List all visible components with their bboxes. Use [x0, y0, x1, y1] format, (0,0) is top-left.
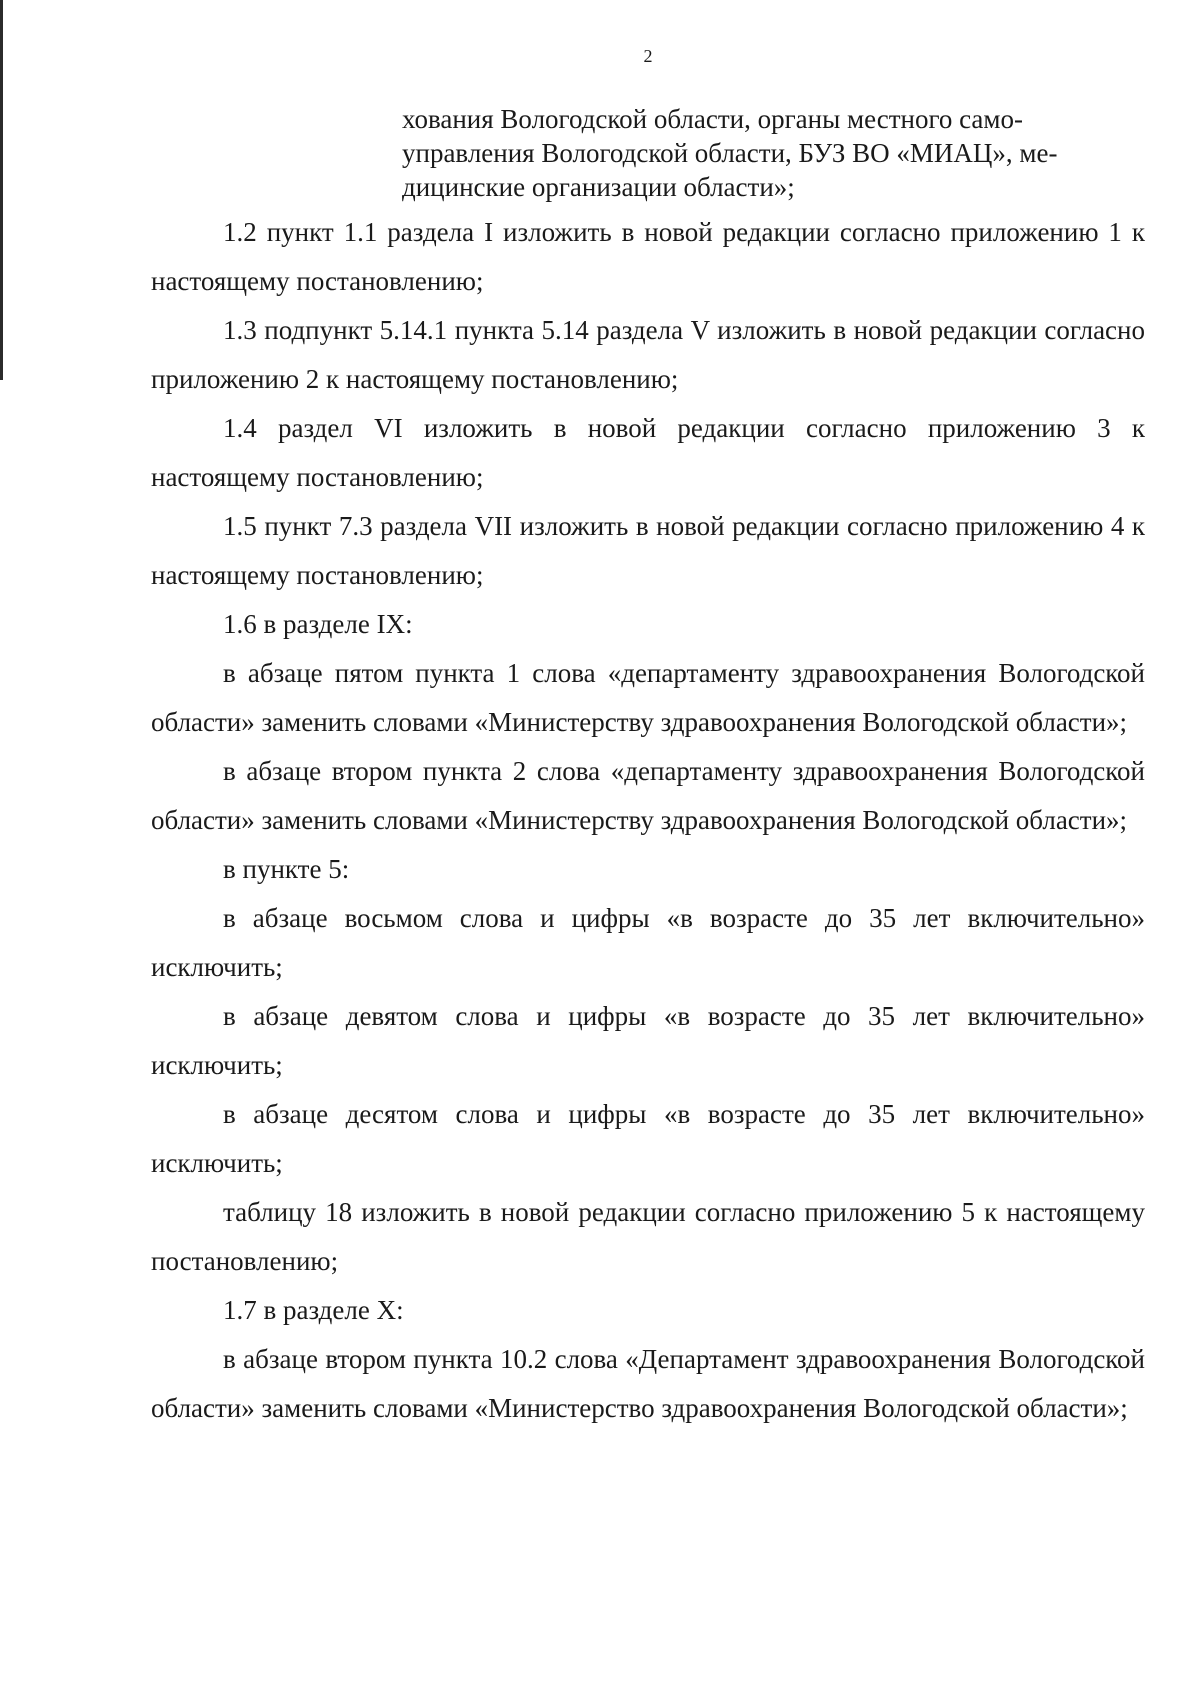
paragraph-item-1: в абзаце пятом пункта 1 слова «департаменту здравоохранения Вологодской области» заменить словами «Министерству здравоохранения Вологодской области»; [151, 658, 1145, 737]
paragraph-item-2: в абзаце втором пункта 2 слова «департаменту здравоохранения Вологодской области» заменить словами «Министерству здравоохранения Вологодской области»; [151, 756, 1145, 835]
scan-edge [0, 0, 3, 380]
paragraph-1-6-heading: 1.6 в разделе IX: [223, 609, 413, 639]
paragraph-eighth: в абзаце восьмом слова и цифры «в возрасте до 35 лет включительно» исключить; [151, 903, 1145, 982]
paragraph-1-4: 1.4 раздел VI изложить в новой редакции согласно приложению 3 к настоящему постановлению; [151, 413, 1145, 492]
paragraph-1-5: 1.5 пункт 7.3 раздела VII изложить в новой редакции согласно приложению 4 к настоящему постановлению; [151, 511, 1145, 590]
paragraph-1-3: 1.3 подпункт 5.14.1 пункта 5.14 раздела V изложить в новой редакции согласно приложению 2 к настоящему постановлению; [151, 315, 1145, 394]
paragraph-item-10-2: в абзаце втором пункта 10.2 слова «Департамент здравоохранения Вологодской области» заменить словами «Министерство здравоохранения Вологодской области»; [151, 1344, 1145, 1423]
paragraph-1-7-heading: 1.7 в разделе X: [223, 1295, 404, 1325]
page-number: 2 [643, 46, 653, 66]
paragraph-1-2: 1.2 пункт 1.1 раздела I изложить в новой редакции согласно приложению 1 к настоящему постановлению; [151, 217, 1145, 296]
paragraph-tenth: в абзаце десятом слова и цифры «в возрасте до 35 лет включительно» исключить; [151, 1099, 1145, 1178]
document-body [151, 208, 1145, 1433]
paragraph-item-5-heading: в пункте 5: [223, 854, 350, 884]
quote-continuation: хования Вологодской области, органы местного само- управления Вологодской области, БУЗ ВО «МИАЦ», ме- дицинские организации области»; [402, 104, 1058, 202]
paragraph-ninth: в абзаце девятом слова и цифры «в возрасте до 35 лет включительно» исключить; [151, 1001, 1145, 1080]
paragraph-table-18: таблицу 18 изложить в новой редакции согласно приложению 5 к настоящему постановлению; [151, 1197, 1145, 1276]
